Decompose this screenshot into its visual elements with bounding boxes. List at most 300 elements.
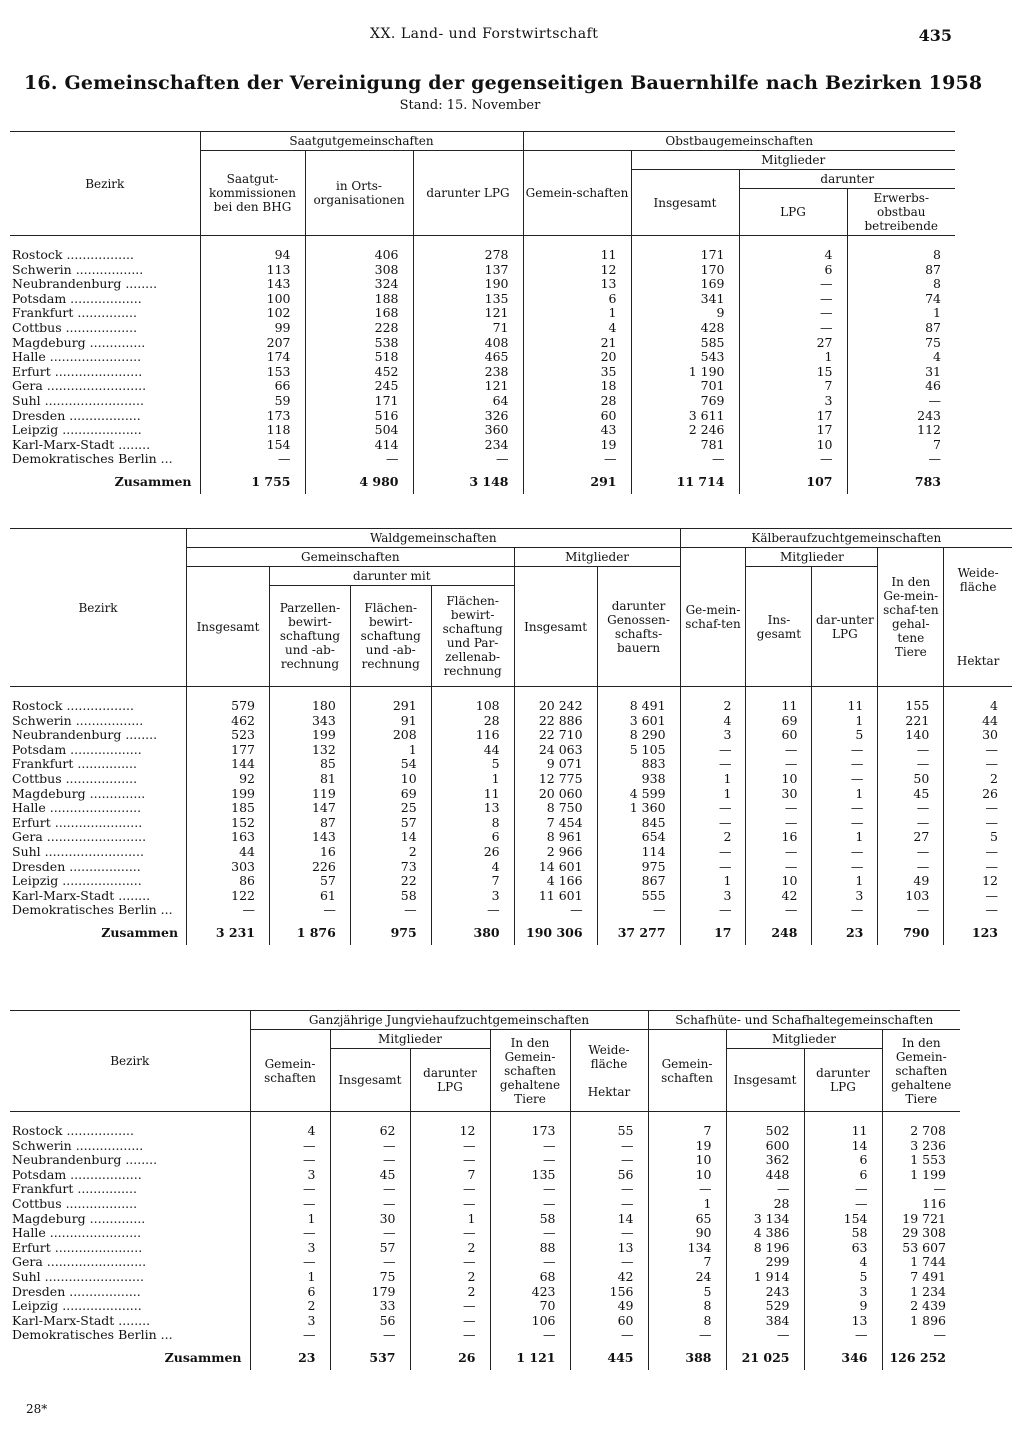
table-cell: 163 <box>187 830 270 845</box>
table-cell: — <box>847 394 955 409</box>
header-wald-gemeinschaften: Gemeinschaften <box>187 548 515 567</box>
table-cell: 243 <box>726 1285 804 1300</box>
table-cell: — <box>330 1153 410 1168</box>
table-cell: 75 <box>847 336 955 351</box>
header-jungvieh: Ganzjährige Jungviehaufzuchtgemeinschaften <box>250 1011 648 1030</box>
table-cell: 10 <box>739 438 847 453</box>
table-cell: 975 <box>597 860 680 875</box>
table-cell: 54 <box>350 757 431 772</box>
header-schaf-insgesamt: Insgesamt <box>726 1049 804 1112</box>
table-cell: 1 <box>350 743 431 758</box>
header-obst-erwerbs: Erwerbs-obstbau betreibende <box>847 189 955 236</box>
table-cell: 6 <box>523 292 631 307</box>
header-wald-flaechen: Flächen-bewirt-schaftung und -ab-rechnung <box>350 586 431 687</box>
header-kaelber-insgesamt: Ins-gesamt <box>746 567 812 687</box>
table-cell: 135 <box>490 1168 570 1183</box>
table-row <box>10 757 1012 772</box>
bezirk-name: Suhl ......................... <box>12 392 144 408</box>
bezirk-name: Suhl ......................... <box>12 1268 144 1284</box>
table-cell: 1 <box>680 874 746 889</box>
table-cell: 143 <box>200 277 305 292</box>
table-row <box>10 728 1012 743</box>
bezirk-name: Neubrandenburg ........ <box>12 727 158 743</box>
bezirk-name: Karl-Marx-Stadt ........ <box>12 887 151 903</box>
table-cell: — <box>570 1255 648 1270</box>
table-cell: 28 <box>431 714 514 729</box>
table-cell: 81 <box>270 772 351 787</box>
table-cell: 144 <box>187 757 270 772</box>
table-cell: 234 <box>413 438 523 453</box>
table-cell: — <box>878 801 944 816</box>
total-row <box>10 467 955 494</box>
bezirk-name: Schwerin ................. <box>12 261 144 277</box>
table-cell: 122 <box>187 889 270 904</box>
table-cell: 6 <box>431 830 514 845</box>
table-cell: — <box>680 743 746 758</box>
table-row <box>10 1182 960 1197</box>
bezirk-name: Cottbus .................. <box>12 1195 138 1211</box>
table-row <box>10 423 955 438</box>
table-cell: — <box>739 452 847 467</box>
table-cell: 49 <box>878 874 944 889</box>
table-cell: — <box>944 860 1012 875</box>
table-cell: 4 599 <box>597 787 680 802</box>
header-wald-flaechen-parz: Flächen-bewirt-schaftung und Par-zellenab-rechnung <box>431 586 514 687</box>
table-cell: 22 886 <box>514 714 597 729</box>
bezirk-name: Erfurt ...................... <box>12 814 143 830</box>
table-cell: 299 <box>726 1255 804 1270</box>
table-cell: 867 <box>597 874 680 889</box>
total-cell: 17 <box>680 918 746 945</box>
table-row <box>10 409 955 424</box>
table-cell: — <box>490 1226 570 1241</box>
table-cell: 170 <box>631 263 739 278</box>
table-cell: 3 611 <box>631 409 739 424</box>
total-cell: 388 <box>648 1343 726 1370</box>
table-cell: — <box>410 1226 490 1241</box>
table-cell: — <box>680 757 746 772</box>
table-cell: 1 <box>410 1212 490 1227</box>
header-kaelber: Kälberaufzuchtgemeinschaften <box>680 529 1012 548</box>
table-cell: 71 <box>413 321 523 336</box>
table-cell: 92 <box>187 772 270 787</box>
table-row <box>10 1197 960 1212</box>
table-cell: 1 744 <box>882 1255 960 1270</box>
table-cell: 173 <box>200 409 305 424</box>
table-cell: 3 <box>680 728 746 743</box>
table-row <box>10 787 1012 802</box>
table-cell: 1 360 <box>597 801 680 816</box>
table-cell: — <box>648 1328 726 1343</box>
table-cell: 4 166 <box>514 874 597 889</box>
table-cell: 154 <box>200 438 305 453</box>
table-cell: 102 <box>200 306 305 321</box>
table-cell: 5 105 <box>597 743 680 758</box>
table-cell: — <box>812 757 878 772</box>
table-cell: — <box>680 845 746 860</box>
table-row <box>10 699 1012 714</box>
header-jv-hektar: Hektar <box>587 1084 631 1099</box>
header-bezirk-2: Bezirk <box>10 529 187 687</box>
table-cell: 14 601 <box>514 860 597 875</box>
table-cell: — <box>597 903 680 918</box>
table-cell: 49 <box>570 1299 648 1314</box>
table-cell: — <box>410 1299 490 1314</box>
bezirk-name: Demokratisches Berlin ... <box>12 902 173 918</box>
table-cell: 132 <box>270 743 351 758</box>
table-cell: 69 <box>350 787 431 802</box>
bezirk-name: Cottbus .................. <box>12 770 138 786</box>
table-cell: — <box>523 452 631 467</box>
table-cell: 44 <box>187 845 270 860</box>
table-cell: 168 <box>305 306 413 321</box>
table-cell: 4 <box>847 350 955 365</box>
bezirk-name: Rostock ................. <box>12 247 134 262</box>
table-cell: 4 386 <box>726 1226 804 1241</box>
table-cell: — <box>944 801 1012 816</box>
header-wald-darunter-mit: darunter mit <box>270 567 515 586</box>
table-cell: 25 <box>350 801 431 816</box>
table-row <box>10 801 1012 816</box>
table-row <box>10 365 955 380</box>
table-cell: 114 <box>597 845 680 860</box>
table-cell: 408 <box>413 336 523 351</box>
bezirk-name: Schwerin ................. <box>12 712 144 728</box>
table-cell: — <box>812 772 878 787</box>
table-cell: 1 896 <box>882 1314 960 1329</box>
table-cell: 423 <box>490 1285 570 1300</box>
table-cell: 555 <box>597 889 680 904</box>
table-cell: 2 246 <box>631 423 739 438</box>
table-row <box>10 438 955 453</box>
header-obst-gemeinschaften: Gemein-schaften <box>523 151 631 236</box>
table-saatgut-obstbau <box>10 131 955 494</box>
table-cell: — <box>680 903 746 918</box>
table-row <box>10 772 1012 787</box>
header-bezirk: Bezirk <box>10 132 200 236</box>
table-row <box>10 816 1012 831</box>
bezirk-name: Magdeburg .............. <box>12 785 146 801</box>
table-cell: — <box>878 816 944 831</box>
table-cell: 177 <box>187 743 270 758</box>
table-cell: 27 <box>878 830 944 845</box>
bezirk-name: Dresden .................. <box>12 858 141 874</box>
table-cell: 1 234 <box>882 1285 960 1300</box>
table-row <box>10 830 1012 845</box>
header-kaelber-weide-label: Weide-fläche <box>957 566 999 594</box>
header-wald-mitglieder: Mitglieder <box>514 548 680 567</box>
total-cell: 123 <box>944 918 1012 945</box>
table-cell: 3 <box>250 1314 330 1329</box>
table-row <box>10 452 955 467</box>
table-cell: — <box>570 1139 648 1154</box>
table-cell: 8 290 <box>597 728 680 743</box>
total-cell: 37 277 <box>597 918 680 945</box>
table-cell: 60 <box>746 728 812 743</box>
table-jungvieh-schaf <box>10 1010 960 1370</box>
table-cell: — <box>330 1182 410 1197</box>
table-cell: 6 <box>739 263 847 278</box>
table-cell: 24 063 <box>514 743 597 758</box>
total-label: Zusammen <box>114 473 192 489</box>
table-cell: 326 <box>413 409 523 424</box>
table-cell: 14 <box>570 1212 648 1227</box>
table-cell: 58 <box>804 1226 882 1241</box>
table-cell: 1 <box>431 772 514 787</box>
table-cell: — <box>410 1255 490 1270</box>
table-cell: — <box>878 860 944 875</box>
table-cell: — <box>944 743 1012 758</box>
bezirk-name: Suhl ......................... <box>12 843 144 859</box>
table-cell: 3 <box>250 1241 330 1256</box>
table-cell: 22 <box>350 874 431 889</box>
table-row <box>10 321 955 336</box>
table-cell: 341 <box>631 292 739 307</box>
table-cell: — <box>490 1182 570 1197</box>
table-row <box>10 350 955 365</box>
table-cell: — <box>305 452 413 467</box>
table-cell: 155 <box>878 699 944 714</box>
table-cell: 303 <box>187 860 270 875</box>
table-cell: 169 <box>631 277 739 292</box>
table-cell: 360 <box>413 423 523 438</box>
table-cell: 10 <box>746 874 812 889</box>
table-cell: 362 <box>726 1153 804 1168</box>
table-cell: 180 <box>270 699 351 714</box>
table-cell: 60 <box>570 1314 648 1329</box>
table-cell: — <box>631 452 739 467</box>
bezirk-name: Erfurt ...................... <box>12 363 143 379</box>
table-cell: 502 <box>726 1124 804 1139</box>
table-row <box>10 1212 960 1227</box>
bezirk-name: Gera ......................... <box>12 1254 147 1270</box>
table-row <box>10 379 955 394</box>
table-cell: 2 <box>680 830 746 845</box>
table-cell: 53 607 <box>882 1241 960 1256</box>
table-cell: 185 <box>187 801 270 816</box>
table-cell: 1 <box>739 350 847 365</box>
table-cell: — <box>570 1153 648 1168</box>
table-cell: — <box>746 845 812 860</box>
table-cell: — <box>350 903 431 918</box>
total-row <box>10 918 1012 945</box>
table-cell: — <box>330 1139 410 1154</box>
table-cell: — <box>680 816 746 831</box>
table-cell: 103 <box>878 889 944 904</box>
table-cell: — <box>410 1314 490 1329</box>
header-schaf-mitglieder: Mitglieder <box>726 1030 882 1049</box>
table-cell: 152 <box>187 816 270 831</box>
total-cell: 3 231 <box>187 918 270 945</box>
table-cell: 452 <box>305 365 413 380</box>
bezirk-name: Magdeburg .............. <box>12 334 146 350</box>
bezirk-name: Leipzig .................... <box>12 873 142 889</box>
table-cell: — <box>413 452 523 467</box>
table-cell: 13 <box>804 1314 882 1329</box>
table-cell: — <box>250 1182 330 1197</box>
table-cell: 4 <box>523 321 631 336</box>
header-obst-lpg: LPG <box>739 189 847 236</box>
table-cell: 3 <box>431 889 514 904</box>
table-cell: 199 <box>270 728 351 743</box>
table-cell: 8 <box>847 277 955 292</box>
table-subtitle: Stand: 15. November <box>399 98 541 113</box>
total-cell: 975 <box>350 918 431 945</box>
table-cell: 6 <box>250 1285 330 1300</box>
table-cell: 523 <box>187 728 270 743</box>
table-cell: 86 <box>187 874 270 889</box>
total-cell: 783 <box>847 467 955 494</box>
table-cell: 75 <box>330 1270 410 1285</box>
table-cell: 87 <box>847 263 955 278</box>
table-cell: 10 <box>648 1153 726 1168</box>
table-cell: 16 <box>270 845 351 860</box>
header-schaf-tiere: In den Gemein-schaften gehaltene Tiere <box>882 1030 960 1112</box>
table-row <box>10 394 955 409</box>
table-row <box>10 1139 960 1154</box>
table-cell: 91 <box>350 714 431 729</box>
header-kaelber-mitglieder: Mitglieder <box>746 548 878 567</box>
table-cell: 116 <box>431 728 514 743</box>
header-jv-lpg: darunter LPG <box>410 1049 490 1112</box>
table-cell: 12 <box>523 263 631 278</box>
table-cell: 42 <box>746 889 812 904</box>
bezirk-name: Potsdam .................. <box>12 741 142 757</box>
table-cell: 94 <box>200 248 305 263</box>
bezirk-name: Dresden .................. <box>12 1283 141 1299</box>
header-obst-insgesamt: Insgesamt <box>631 170 739 236</box>
table-cell: 88 <box>490 1241 570 1256</box>
table-cell: 2 439 <box>882 1299 960 1314</box>
table-cell: 26 <box>431 845 514 860</box>
bezirk-name: Rostock ................. <box>12 1123 134 1138</box>
table-cell: — <box>250 1197 330 1212</box>
table-cell: 62 <box>330 1124 410 1139</box>
bezirk-name: Potsdam .................. <box>12 290 142 306</box>
table-cell: — <box>739 306 847 321</box>
table-cell: 13 <box>570 1241 648 1256</box>
table-row <box>10 1124 960 1139</box>
header-kaelber-weide <box>944 548 1012 687</box>
table-cell: 12 775 <box>514 772 597 787</box>
table-cell: — <box>200 452 305 467</box>
bezirk-name: Leipzig .................... <box>12 422 142 438</box>
table-cell: 1 553 <box>882 1153 960 1168</box>
table-cell: 4 <box>680 714 746 729</box>
table-cell: — <box>431 903 514 918</box>
bezirk-name: Frankfurt ............... <box>12 756 137 772</box>
bezirk-name: Erfurt ...................... <box>12 1239 143 1255</box>
header-jv-weide <box>570 1030 648 1112</box>
header-kaelber-hektar: Hektar <box>956 654 1000 668</box>
total-cell: 346 <box>804 1343 882 1370</box>
table-cell: 60 <box>523 409 631 424</box>
table-cell: — <box>812 801 878 816</box>
table-cell: — <box>882 1182 960 1197</box>
table-cell: 118 <box>200 423 305 438</box>
table-cell: — <box>490 1197 570 1212</box>
table-cell: — <box>739 277 847 292</box>
table-cell: — <box>746 801 812 816</box>
table-cell: 579 <box>187 699 270 714</box>
table-cell: 1 <box>847 306 955 321</box>
table-cell: 9 071 <box>514 757 597 772</box>
table-cell: 17 <box>739 423 847 438</box>
table-cell: 465 <box>413 350 523 365</box>
table-cell: 5 <box>648 1285 726 1300</box>
table-cell: 58 <box>490 1212 570 1227</box>
table-cell: 8 <box>648 1299 726 1314</box>
table-cell: 30 <box>944 728 1012 743</box>
table-cell: 3 <box>250 1168 330 1183</box>
table-cell: 171 <box>305 394 413 409</box>
table-cell: — <box>804 1328 882 1343</box>
table-cell: — <box>944 757 1012 772</box>
table-cell: 243 <box>847 409 955 424</box>
table-cell: — <box>490 1139 570 1154</box>
table-cell: — <box>726 1328 804 1343</box>
bezirk-name: Gera ......................... <box>12 378 147 394</box>
total-cell: 291 <box>523 467 631 494</box>
table-cell: — <box>250 1226 330 1241</box>
table-cell: 4 <box>431 860 514 875</box>
header-schaf-lpg: darunter LPG <box>804 1049 882 1112</box>
table-row <box>10 306 955 321</box>
table-cell: 1 199 <box>882 1168 960 1183</box>
table-cell: — <box>812 903 878 918</box>
table-cell: 140 <box>878 728 944 743</box>
table-cell: 43 <box>523 423 631 438</box>
total-cell: 790 <box>878 918 944 945</box>
table-cell: 1 <box>680 787 746 802</box>
table-cell: — <box>187 903 270 918</box>
table-cell: 190 <box>413 277 523 292</box>
table-cell: 2 <box>410 1241 490 1256</box>
table-cell: — <box>812 743 878 758</box>
table-cell: — <box>812 845 878 860</box>
table-cell: 18 <box>523 379 631 394</box>
table-cell: 153 <box>200 365 305 380</box>
table-cell: 28 <box>523 394 631 409</box>
bezirk-name: Gera ......................... <box>12 829 147 845</box>
table-wald-kaelber <box>10 528 1012 945</box>
table-cell: 6 <box>804 1168 882 1183</box>
table-cell: 55 <box>570 1124 648 1139</box>
table-cell: 30 <box>330 1212 410 1227</box>
table-cell: — <box>746 757 812 772</box>
table-cell: 20 060 <box>514 787 597 802</box>
bezirk-name: Halle ....................... <box>12 800 142 816</box>
total-cell: 445 <box>570 1343 648 1370</box>
table-cell: — <box>746 816 812 831</box>
table-cell: 883 <box>597 757 680 772</box>
table-cell: 11 <box>431 787 514 802</box>
table-cell: 134 <box>648 1241 726 1256</box>
table-row <box>10 1314 960 1329</box>
table-cell: 199 <box>187 787 270 802</box>
table-row <box>10 889 1012 904</box>
table-cell: 1 190 <box>631 365 739 380</box>
total-cell: 26 <box>410 1343 490 1370</box>
table-cell: — <box>882 1328 960 1343</box>
table-cell: 14 <box>350 830 431 845</box>
table-cell: 8 <box>847 248 955 263</box>
table-row <box>10 874 1012 889</box>
table-row <box>10 277 955 292</box>
table-cell: — <box>878 757 944 772</box>
table-row <box>10 1226 960 1241</box>
header-kommissionen: Saatgut-kommissionen bei den BHG <box>200 151 305 236</box>
